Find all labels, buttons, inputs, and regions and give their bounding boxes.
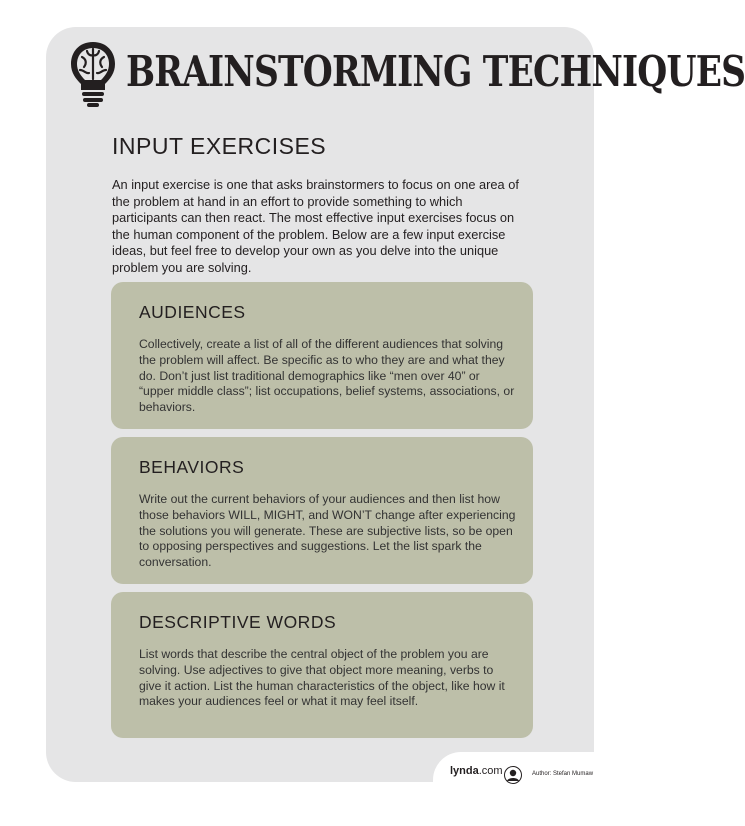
section-intro: An input exercise is one that asks brainstormers to focus on one area of the problem at hand in an effort to provide something to which participants can then react. The most effective input exercises focus on the human component of the problem. Below are a few input exercise ideas, but feel free to develop your own as you delve into the unique problem you are solving. [112,177,519,275]
logo-suffix: .com [478,765,503,777]
card-body: List words that describe the central object of the problem you are solving. Use adjectives to give that object more meaning, verbs to give it action. List the human characteristics of the object, like how it makes your audiences feel or what it may feel itself. [139,647,505,709]
author-credit: Author: Stefan Mumaw [532,771,594,777]
logo-brand: lynda [450,765,479,777]
card-body: Collectively, create a list of all of the different audiences that solving the problem will affect. Be specific as to who they are and what they do. Don’t just list traditional demographics like “men over 40” or “upper middle class”; list occupations, belief systems, associations, or behaviors. [139,337,515,415]
card-behaviors [111,437,533,584]
card-audiences [111,282,533,429]
footer-area [433,752,638,826]
card-title: BEHAVIORS [139,457,245,477]
card-body: Write out the current behaviors of your audiences and then list how those behaviors WILL, MIGHT, and WON’T change after experiencing the solutions you will generate. These are subjective lists, so be open to opposing perspectives and suggestions. Let the list spark the conversation. [139,492,516,570]
lightbulb-brain-icon [68,40,118,108]
card-title: DESCRIPTIVE WORDS [139,612,337,632]
card-title: AUDIENCES [139,302,246,322]
section-heading: INPUT EXERCISES [112,133,327,159]
author-avatar-icon [504,766,522,784]
page-title: BRAINSTORMING TECHNIQUES [126,47,745,96]
lynda-logo [450,765,503,777]
card-descriptive-words [111,592,533,738]
